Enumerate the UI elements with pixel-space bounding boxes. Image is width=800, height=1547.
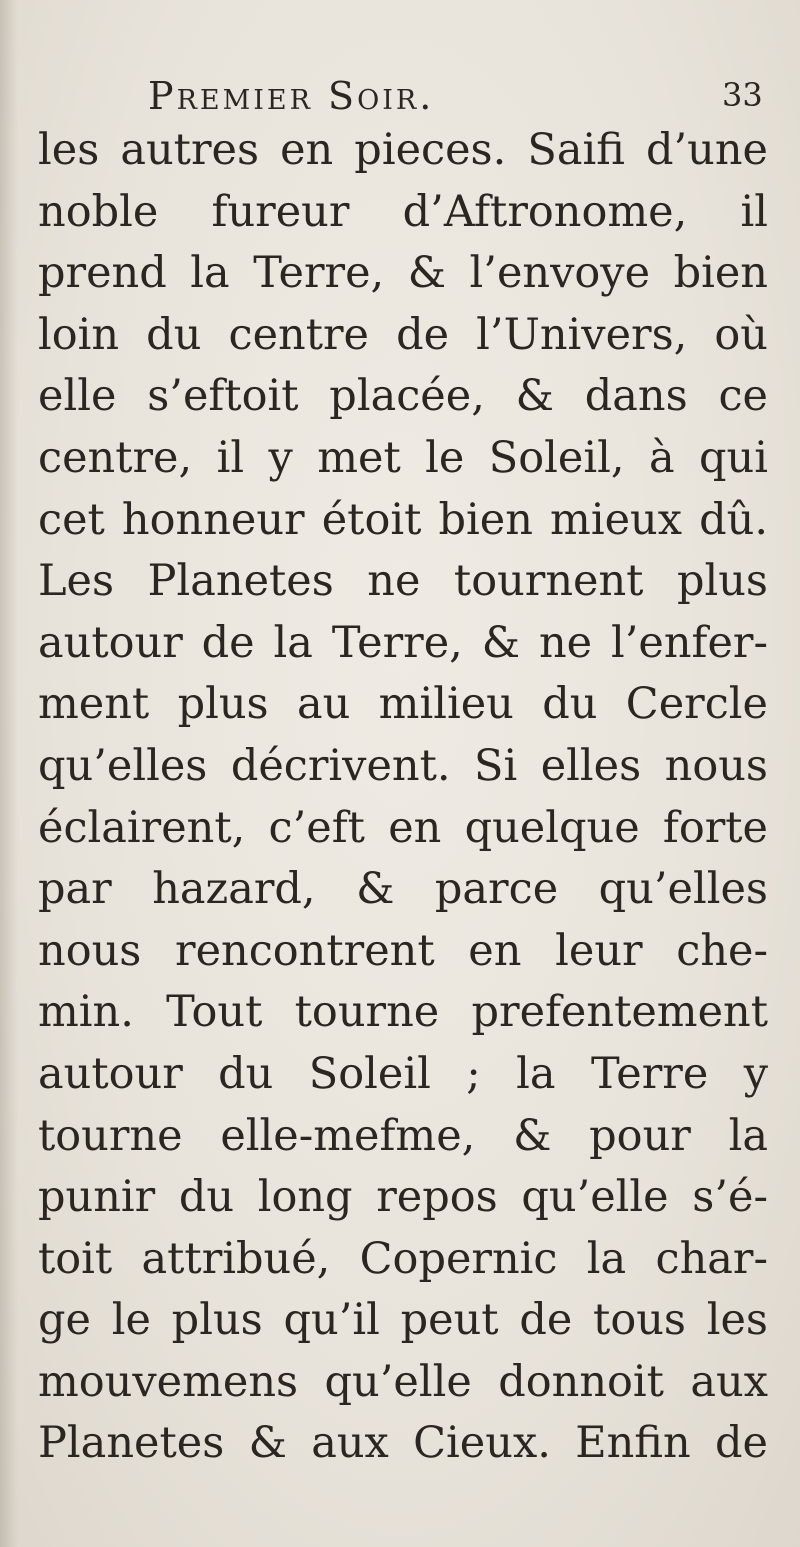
text-line: toit attribué, Copernic la char- — [38, 1233, 768, 1284]
text-line: nous rencontrent en leur che- — [38, 925, 768, 976]
page-edge-shadow — [0, 0, 18, 1547]
text-line: ge le plus qu’il peut de tous les — [38, 1295, 768, 1346]
text-line: noble fureur d’Aftronome, il — [38, 186, 768, 237]
text-line: autour du Soleil ; la Terre y — [38, 1048, 768, 1099]
text-line: mouvemens qu’elle donnoit aux — [38, 1356, 768, 1407]
text-line: autour de la Terre, & ne l’enfer- — [38, 617, 768, 668]
text-line: min. Tout tourne prefentement — [38, 987, 768, 1038]
running-head — [0, 74, 800, 124]
text-line: prend la Terre, & l’envoye bien — [38, 248, 768, 299]
text-line: punir du long repos qu’elle s’é- — [38, 1172, 768, 1223]
text-line: loin du centre de l’Univers, où — [38, 309, 768, 360]
page-number: 33 — [722, 76, 763, 114]
text-line: Planetes & aux Cieux. Enfin de — [38, 1418, 768, 1469]
text-line: tourne elle-mefme, & pour la — [38, 1110, 768, 1161]
text-line: par hazard, & parce qu’elles — [38, 864, 768, 915]
text-line: éclairent, c’eft en quelque forte — [38, 802, 768, 853]
running-title: Premier Soir. — [148, 74, 435, 118]
text-line: elle s’eftoit placée, & dans ce — [38, 371, 768, 422]
text-line: ment plus au milieu du Cercle — [38, 679, 768, 730]
text-line: Les Planetes ne tournent plus — [38, 556, 768, 607]
text-line: qu’elles décrivent. Si elles nous — [38, 740, 768, 791]
text-line: les autres en pieces. Saifi d’une — [38, 125, 768, 175]
text-line: centre, il y met le Soleil, à qui — [38, 432, 768, 483]
text-line: cet honneur étoit bien mieux dû. — [38, 494, 768, 545]
body-text — [38, 120, 768, 1475]
